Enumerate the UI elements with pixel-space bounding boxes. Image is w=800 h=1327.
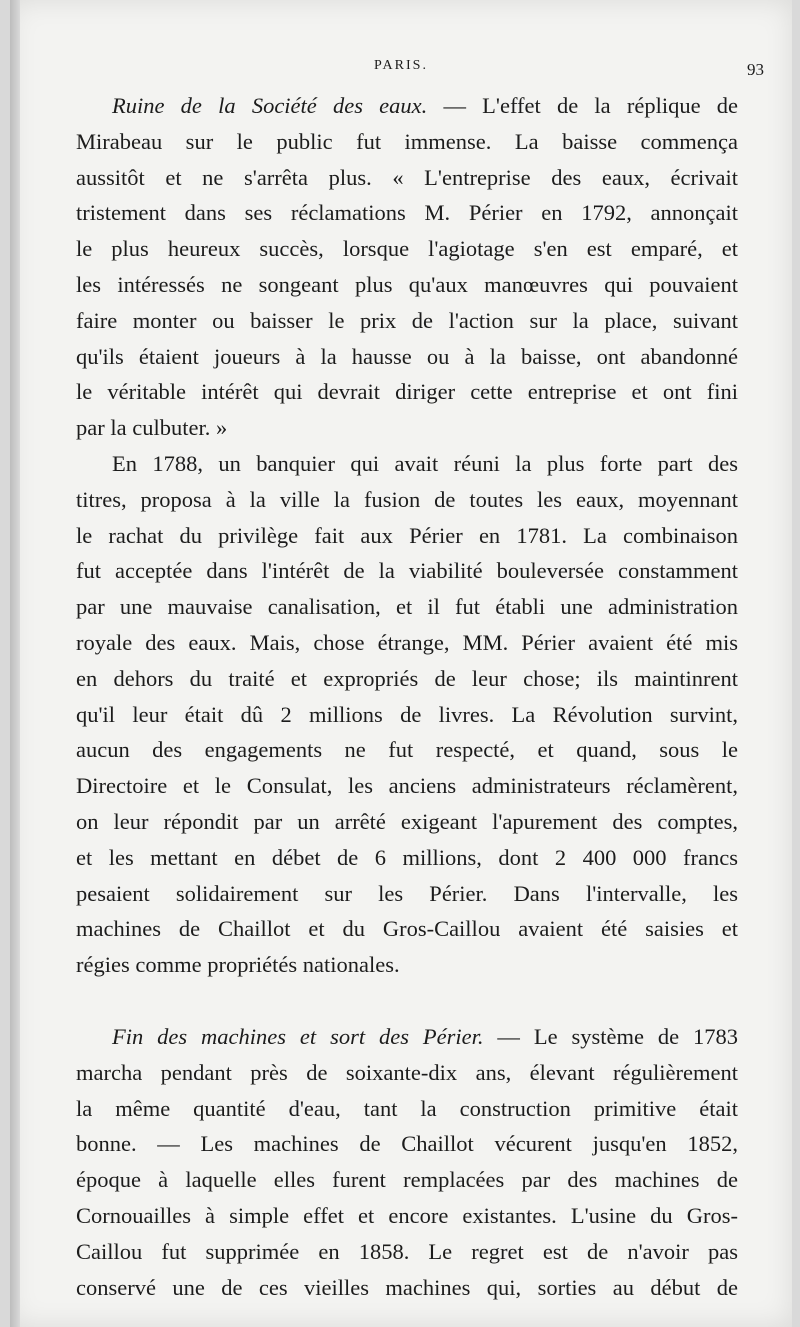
text-line: fut acceptée dans l'intérêt de la viabilité bouleversée constamment bbox=[76, 558, 738, 584]
text-line: qu'ils étaient joueurs à la hausse ou à la baisse, ont abandonné bbox=[76, 343, 738, 369]
text-line: par la culbuter. » bbox=[76, 415, 228, 441]
text-line: bonne. — Les machines de Chaillot vécurent jusqu'en 1852, bbox=[76, 1131, 738, 1157]
text-line: Caillou fut supprimée en 1858. Le regret est de n'avoir pas bbox=[76, 1238, 738, 1264]
book-page bbox=[10, 0, 792, 1327]
text-line: Directoire et le Consulat, les anciens administrateurs réclamèrent, bbox=[76, 773, 738, 799]
running-head bbox=[10, 58, 792, 82]
text-line: par une mauvaise canalisation, et il fut établi une administration bbox=[76, 594, 738, 620]
text-line: les intéressés ne songeant plus qu'aux manœuvres qui pouvaient bbox=[76, 271, 738, 297]
section-heading-italic: Fin des machines et sort des Périer. bbox=[112, 1023, 484, 1049]
text-line: marcha pendant près de soixante-dix ans, élevant régulièrement bbox=[76, 1059, 738, 1085]
text-line: machines de Chaillot et du Gros-Caillou avaient été saisies et bbox=[76, 916, 738, 942]
text-line: conservé une de ces vieilles machines qui, sorties au début de bbox=[76, 1274, 738, 1300]
text-line: pesaient solidairement sur les Périer. Dans l'intervalle, les bbox=[76, 880, 738, 906]
text-line: en dehors du traité et expropriés de leur chose; ils maintinrent bbox=[76, 665, 738, 691]
text-line: aussitôt et ne s'arrêta plus. « L'entreprise des eaux, écrivait bbox=[76, 164, 738, 190]
text-line: la même quantité d'eau, tant la construction primitive était bbox=[76, 1095, 738, 1121]
text-line: et les mettant en débet de 6 millions, dont 2 400 000 francs bbox=[76, 844, 738, 870]
text-line: le plus heureux succès, lorsque l'agiotage s'en est emparé, et bbox=[76, 236, 738, 262]
text-line: aucun des engagements ne fut respecté, et quand, sous le bbox=[76, 737, 738, 763]
text-line-content: — L'effet de la réplique de bbox=[427, 93, 739, 118]
text-line: En 1788, un banquier qui avait réuni la plus forte part des bbox=[112, 450, 738, 476]
text-line: on leur répondit par un arrêté exigeant l'apurement des comptes, bbox=[76, 808, 738, 834]
text-line: titres, proposa à la ville la fusion de toutes les eaux, moyennant bbox=[76, 486, 738, 512]
text-line: le rachat du privilège fait aux Périer en 1781. La combinaison bbox=[76, 522, 738, 548]
text-line bbox=[76, 1019, 738, 1055]
page-edge-shadow bbox=[10, 0, 20, 1327]
text-line: faire monter ou baisser le prix de l'action sur la place, suivant bbox=[76, 307, 738, 333]
text-line: le véritable intérêt qui devrait diriger cette entreprise et ont fini bbox=[76, 379, 738, 405]
page-number: 93 bbox=[747, 60, 764, 79]
text-line-content: — Le système de 1783 bbox=[483, 1023, 738, 1049]
text-line: Mirabeau sur le public fut immense. La baisse commença bbox=[76, 128, 738, 154]
text-line: qu'il leur était dû 2 millions de livres. La Révolution survint, bbox=[76, 701, 738, 727]
text-line: Cornouailles à simple effet et encore existantes. L'usine du Gros- bbox=[76, 1202, 738, 1228]
body-text bbox=[76, 88, 738, 1305]
text-line: royale des eaux. Mais, chose étrange, MM. Périer avaient été mis bbox=[76, 629, 738, 655]
paragraph-spacer bbox=[76, 983, 738, 1019]
text-line: tristement dans ses réclamations M. Périer en 1792, annonçait bbox=[76, 200, 738, 226]
section-heading-italic: Ruine de la Société des eaux. bbox=[112, 93, 428, 118]
text-line: régies comme propriétés nationales. bbox=[76, 952, 400, 978]
running-title: PARIS. bbox=[374, 58, 428, 73]
text-line: époque à laquelle elles furent remplacées par des machines de bbox=[76, 1167, 738, 1193]
text-line bbox=[76, 88, 738, 124]
